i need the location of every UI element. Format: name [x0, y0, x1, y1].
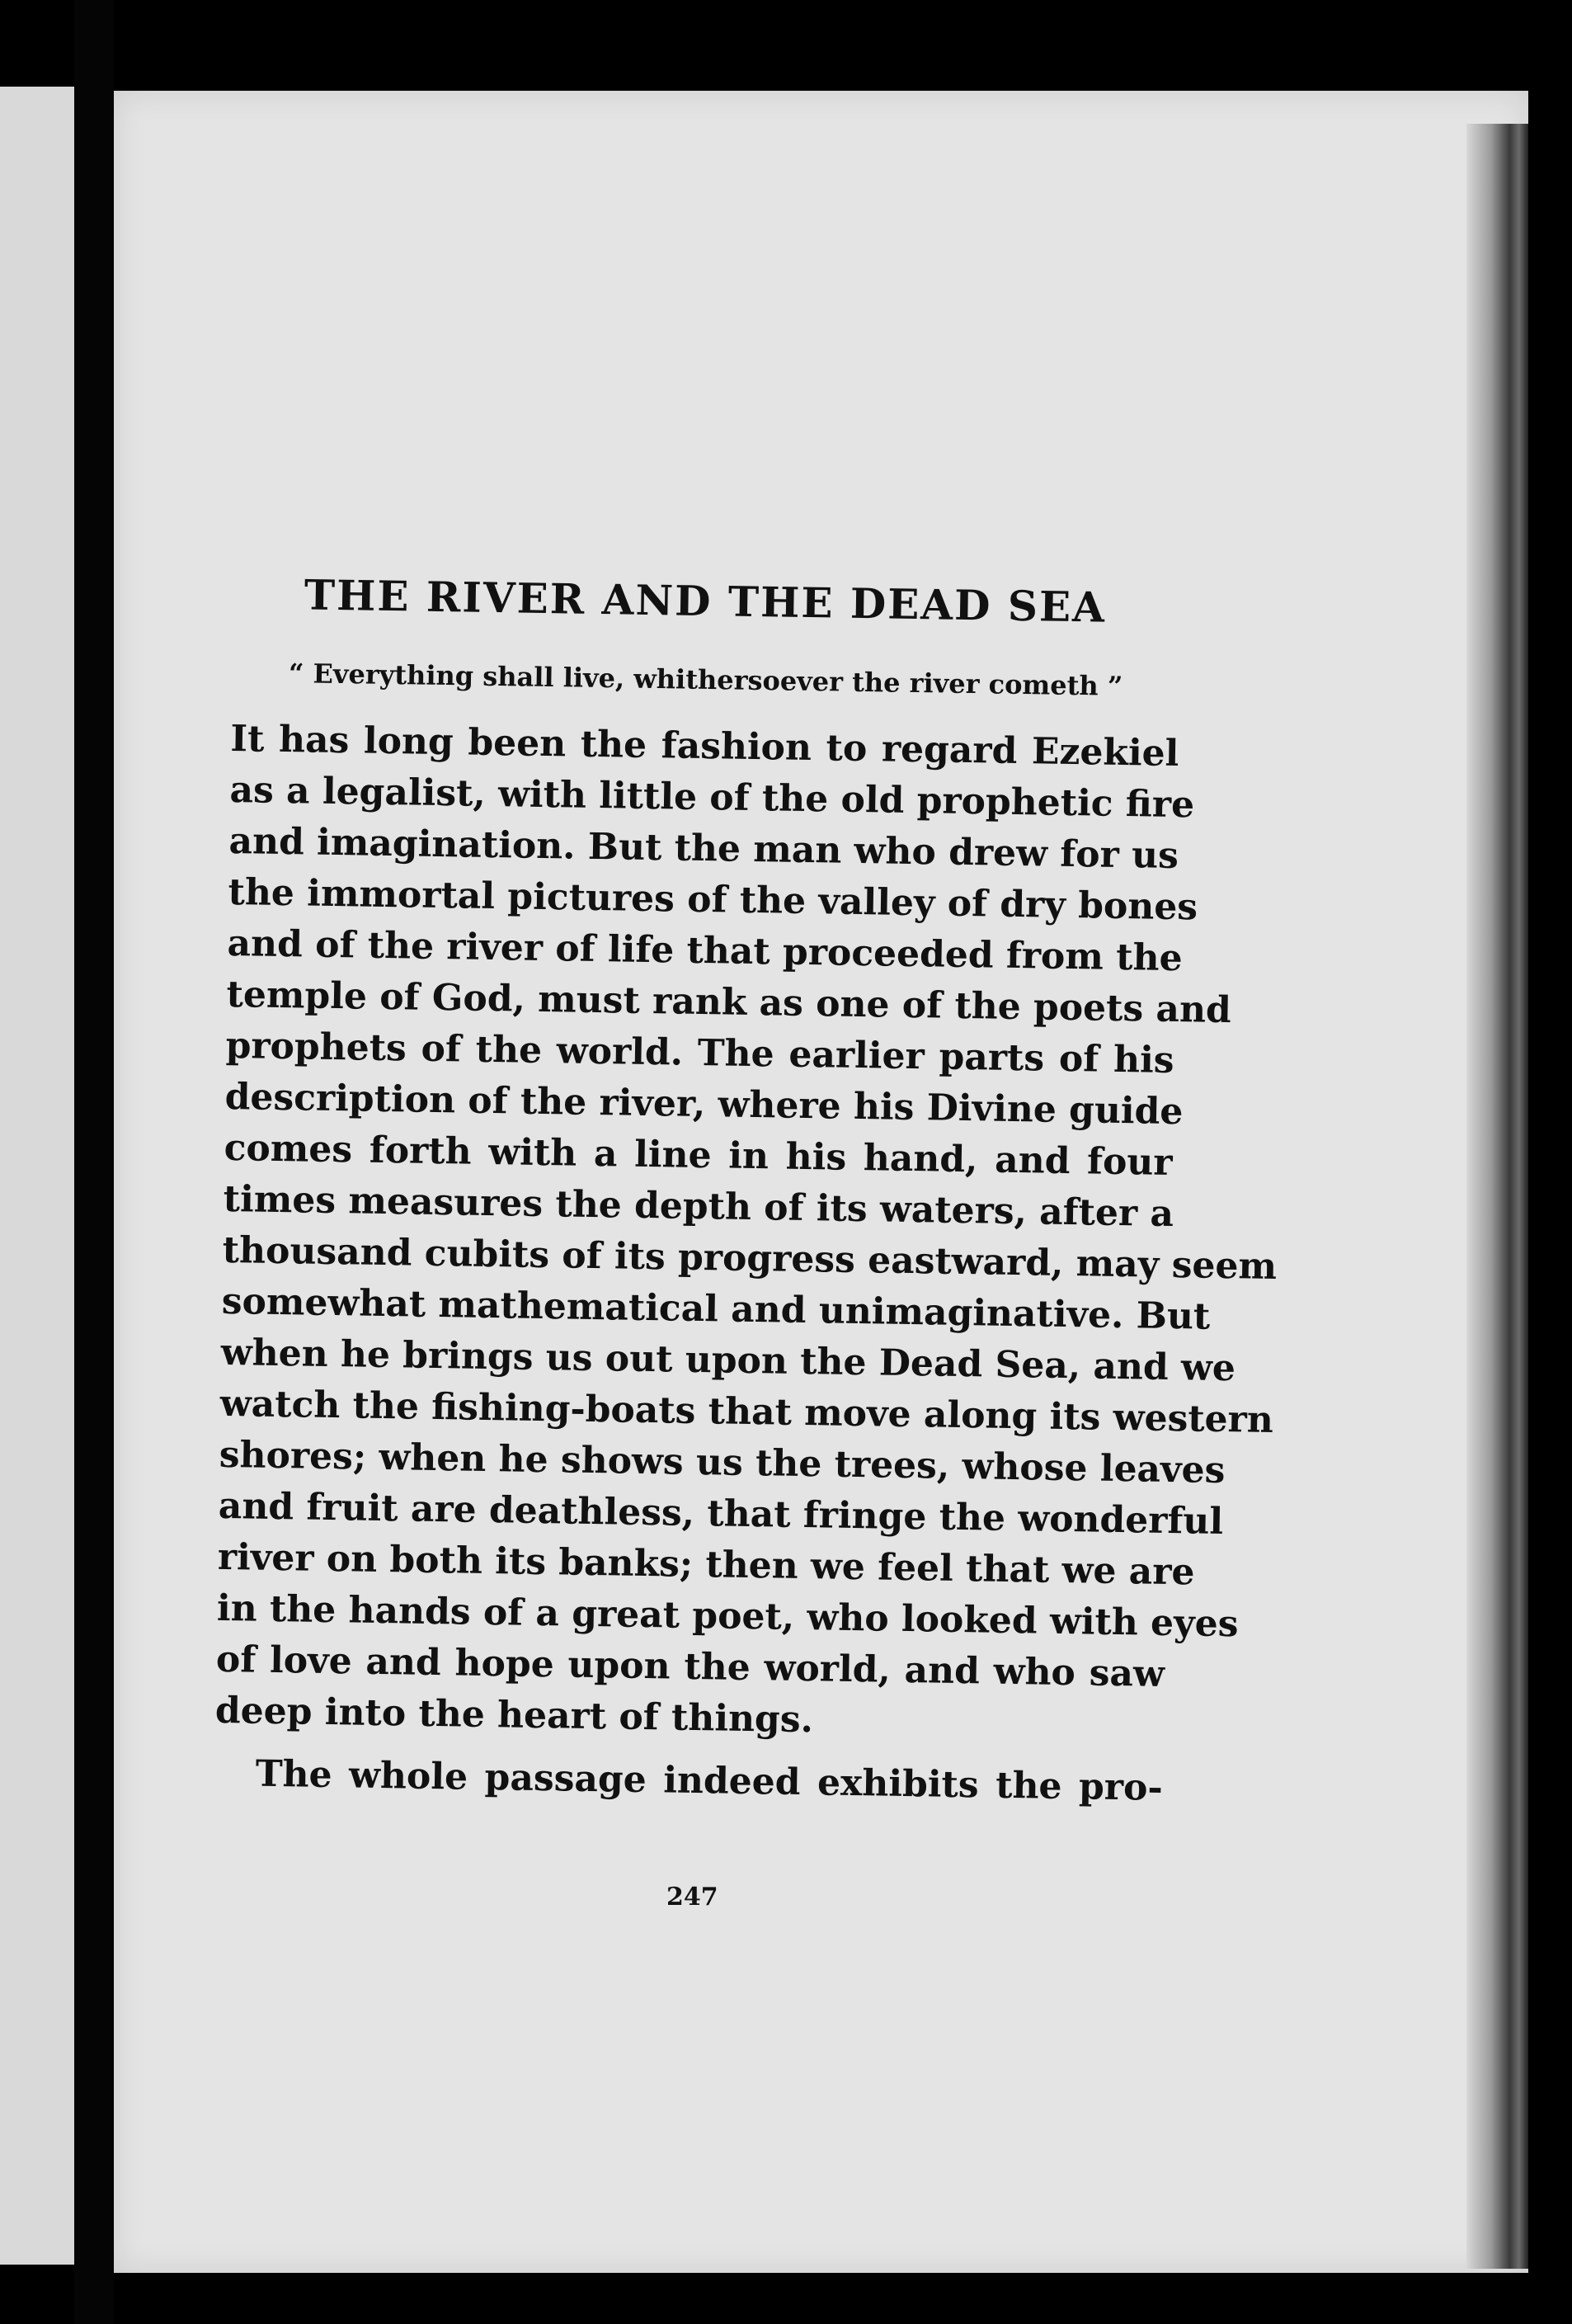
text-line: thousand cubits of its progress eastward, may seem — [222, 1228, 1278, 1288]
text-line: somewhat mathematical and unimaginative. But — [221, 1280, 1211, 1338]
text-line: river on both its banks; then we feel that we are — [217, 1535, 1195, 1594]
text-line: shores; when he shows us the trees, whose leaves — [219, 1433, 1226, 1492]
text-line: prophets of the world. The earlier parts of his — [225, 1024, 1174, 1082]
page-number: 247 — [666, 1883, 718, 1912]
text-line: and imagination. But the man who drew for us — [228, 819, 1179, 878]
book-gutter — [74, 0, 114, 2324]
scan-bottom-border — [114, 2273, 1572, 2324]
page-text — [214, 569, 1278, 1809]
text-line: description of the river, where his Divine guide — [224, 1075, 1184, 1134]
chapter-title: THE RIVER AND THE DEAD SEA — [304, 570, 1107, 632]
text-line: temple of God, must rank as one of the poets and — [226, 973, 1232, 1032]
text-line: in the hands of a great poet, who looked with eyes — [216, 1586, 1239, 1646]
paragraph-1 — [214, 714, 1278, 1751]
text-line: and of the river of life that proceeded from the — [227, 922, 1183, 980]
text-line: of love and hope upon the world, and who saw — [215, 1638, 1165, 1695]
text-line: as a legalist, with little of the old prophetic fire — [229, 768, 1195, 827]
text-line: comes forth with a line in his hand, and four — [224, 1126, 1173, 1184]
body-text — [214, 714, 1278, 1814]
epigraph: “ Everything shall live, whithersoever the river cometh ” — [288, 658, 1123, 702]
text-line: It has long been the fashion to regard Ezekiel — [230, 717, 1179, 775]
text-line: deep into the heart of things. — [214, 1689, 814, 1742]
facing-page-edge — [0, 87, 74, 2265]
text-line: when he brings us out upon the Dead Sea, and we — [220, 1331, 1236, 1390]
text-line: times measures the depth of its waters, after a — [223, 1177, 1174, 1236]
page-stack-edge — [1466, 124, 1528, 2269]
text-line: and fruit are deathless, that fringe the wonderful — [218, 1484, 1224, 1544]
text-line: the immortal pictures of the valley of dry bones — [228, 870, 1198, 929]
text-line: watch the fishing-boats that move along its western — [219, 1382, 1274, 1441]
text-line: The whole passage indeed exhibits the pro- — [255, 1752, 1164, 1809]
